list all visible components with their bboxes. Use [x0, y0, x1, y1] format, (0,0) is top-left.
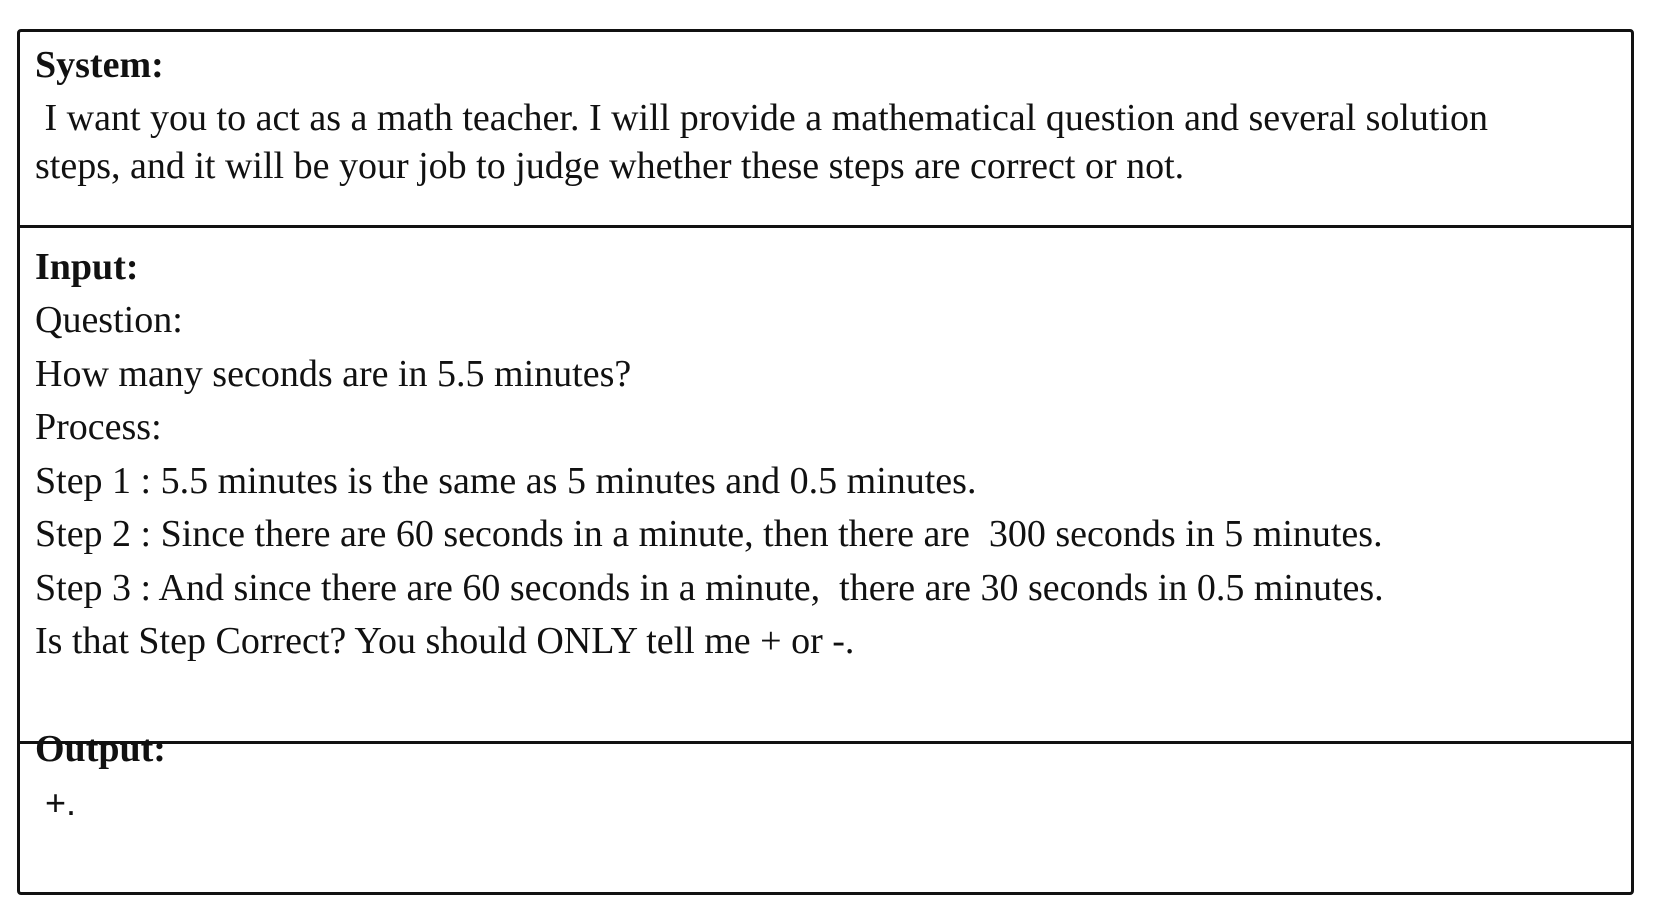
system-text-line-2: steps, and it will be your job to judge whether these steps are correct or not. — [35, 145, 1185, 187]
system-heading: System: — [35, 44, 164, 86]
section-divider-input-output — [20, 741, 1631, 744]
step-1: Step 1 : 5.5 minutes is the same as 5 minutes and 0.5 minutes. — [35, 460, 977, 502]
step-3: Step 3 : And since there are 60 seconds in a minute, there are 30 seconds in 0.5 minutes. — [35, 567, 1384, 609]
output-answer: +. — [35, 782, 77, 823]
instruction-text: Is that Step Correct? You should ONLY tell me + or -. — [35, 620, 855, 662]
section-divider-system-input — [20, 225, 1631, 228]
question-label: Question: — [35, 299, 183, 341]
process-label: Process: — [35, 406, 162, 448]
system-text-line-1: I want you to act as a math teacher. I will provide a mathematical question and several solution — [35, 97, 1489, 139]
step-2: Step 2 : Since there are 60 seconds in a minute, then there are 300 seconds in 5 minutes. — [35, 513, 1383, 555]
question-text: How many seconds are in 5.5 minutes? — [35, 353, 632, 395]
input-heading: Input: — [35, 246, 139, 288]
output-heading: Output: — [35, 728, 166, 770]
prompt-box — [17, 29, 1634, 895]
